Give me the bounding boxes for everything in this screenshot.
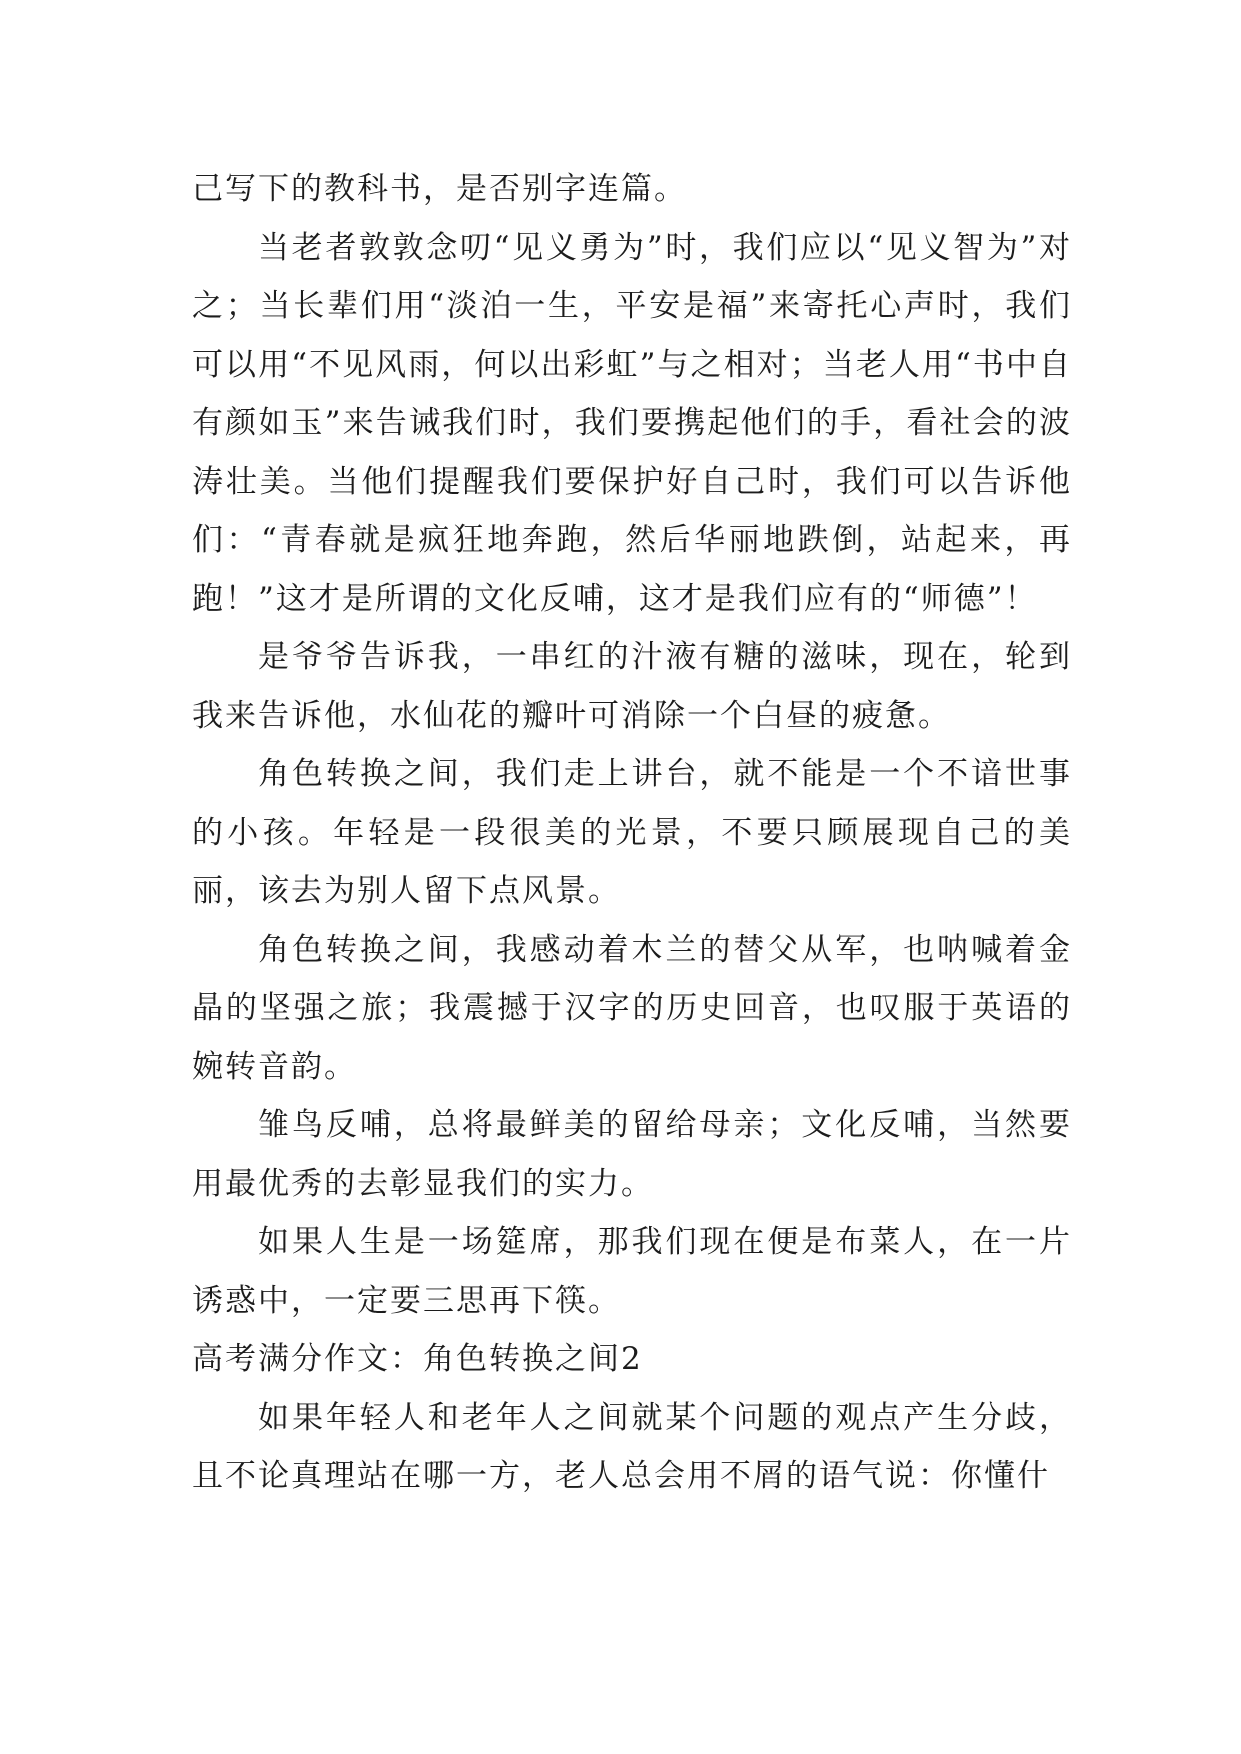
paragraph-banquet: 如果人生是一场筵席，那我们现在便是布菜人，在一片诱惑中，一定要三思再下筷。 — [192, 1224, 1072, 1319]
paragraph-fledgling: 雏鸟反哺，总将最鲜美的留给母亲；文化反哺，当然要用最优秀的去彰显我们的实力。 — [192, 1107, 1072, 1202]
section-heading: 高考满分作文：角色转换之间2 — [192, 1341, 643, 1377]
paragraph-continuation: 己写下的教科书，是否别字连篇。 — [192, 171, 687, 207]
paragraph-disagreement: 如果年轻人和老年人之间就某个问题的观点产生分歧，且不论真理站在哪一方，老人总会用不屑的语气说：你懂什 — [192, 1399, 1072, 1494]
paragraph-mulan: 角色转换之间，我感动着木兰的替父从军，也呐喊着金晶的坚强之旅；我震撼于汉字的历史回音，也叹服于英语的婉转音韵。 — [192, 931, 1072, 1085]
paragraph-cultural-feedback: 当老者敦敦念叨“见义勇为”时，我们应以“见义智为”对之；当长辈们用“淡泊一生，平安是福”来寄托心声时，我们可以用“不见风雨，何以出彩虹”与之相对；当老人用“书中自有颜如玉”来告诫我们时，我们要携起他们的手，看社会的波涛壮美。当他们提醒我们要保护好自己时，我们可以告诉他们：“青春就是疯狂地奔跑，然后华丽地跌倒，站起来，再跑！”这才是所谓的文化反哺，这才是我们应有的“师德”！ — [192, 229, 1072, 617]
paragraph-podium: 角色转换之间，我们走上讲台，就不能是一个不谙世事的小孩。年轻是一段很美的光景，不要只顾展现自己的美丽，该去为别人留下点风景。 — [192, 756, 1072, 909]
paragraph-grandpa: 是爷爷告诉我，一串红的汁液有糖的滋味，现在，轮到我来告诉他，水仙花的瓣叶可消除一个白昼的疲惫。 — [192, 639, 1072, 734]
document-body — [192, 160, 1072, 1506]
